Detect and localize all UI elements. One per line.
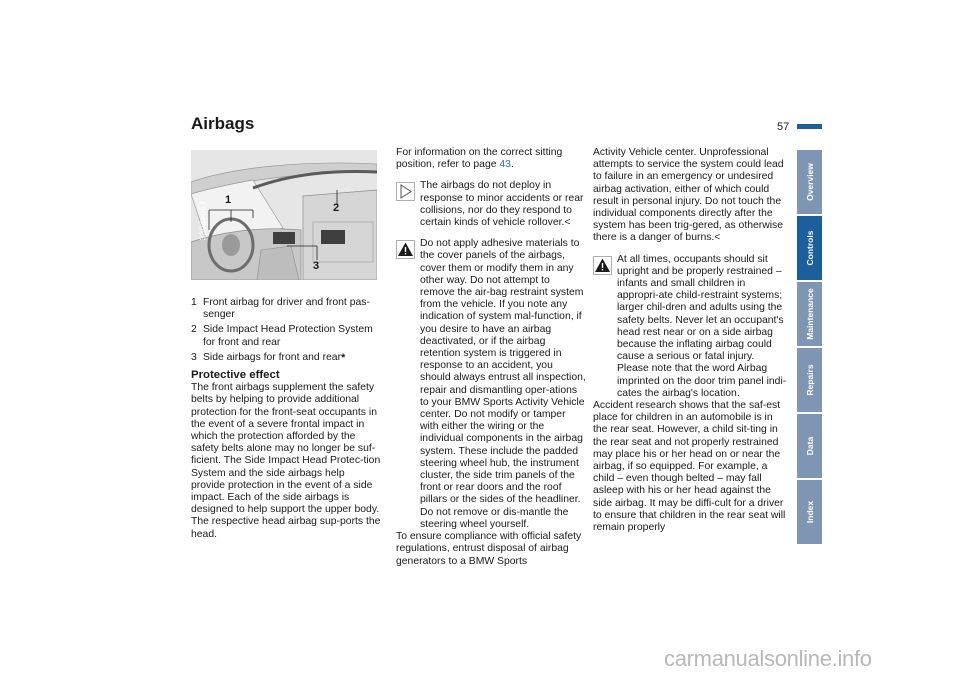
legend-text-wrap [203, 352, 345, 364]
callout-1: 1 [225, 194, 232, 206]
tab-maintenance[interactable] [797, 282, 822, 346]
tab-label: Data [804, 436, 815, 456]
legend-item [191, 352, 381, 364]
option-mark: * [341, 351, 346, 364]
warning-text-continued: To ensure compliance with official safety regulations, entrust disposal of airbag generators to a BMW Sports [396, 531, 582, 567]
tab-label: Controls [804, 230, 815, 266]
sitting-position-text [396, 147, 586, 171]
legend-text: Side airbags for front and rear [203, 351, 342, 363]
tab-label: Repairs [804, 364, 815, 396]
callout-2: 2 [333, 202, 340, 214]
legend-number: 2 [191, 324, 197, 336]
figure-code: 330de053 [198, 200, 208, 241]
column-left [191, 297, 381, 541]
tab-label: Overview [804, 163, 815, 201]
legend-item [191, 297, 381, 321]
callout-3: 3 [313, 260, 320, 272]
tab-data[interactable] [797, 414, 822, 478]
legend-number: 1 [191, 297, 197, 308]
page-accent-bar [797, 124, 822, 129]
page-title: Airbags [191, 114, 255, 133]
intro-end: . [510, 159, 514, 171]
watermark: carmanualsonline.info [664, 646, 872, 671]
section-heading: Protective effect [191, 369, 280, 382]
note-block [396, 180, 586, 229]
airbag-illustration [191, 150, 377, 280]
intro-text: For information on the correct sitting position, refer to page [396, 147, 563, 171]
legend-text: Side Impact Head Protection System for front and rear [203, 324, 373, 348]
tab-controls[interactable] [797, 216, 822, 280]
warning-block [396, 238, 586, 531]
figure-legend [191, 297, 381, 364]
tab-overview[interactable] [797, 150, 822, 214]
tab-label: Maintenance [804, 288, 815, 340]
tab-index[interactable] [797, 480, 822, 544]
note-triangle-icon [396, 182, 415, 201]
legend-number: 3 [191, 351, 197, 363]
section-tabs [797, 150, 822, 546]
warning-text-continued: Accident research shows that the saf-est place for children in an automobile is in the rear seat. However, a child sit-ting in the rear seat and not properly restrained may place his or her head on or near the airbag, if so equipped. For example, a child – even though belted – may fall asleep with his or her head against the side airbag. It may be diffi-cult for a driver to ensure that children in the rear seat will remain properly [593, 400, 786, 534]
page-reference-link[interactable]: 43 [499, 159, 511, 171]
tab-label: Index [804, 500, 815, 524]
legend-text: Front airbag for driver and front pas-senger [203, 297, 370, 321]
column-right [593, 147, 788, 534]
tab-repairs[interactable] [797, 348, 822, 412]
legend-item [191, 324, 381, 348]
warning-continuation: Activity Vehicle center. Unprofessional attempts to service the system could lead to failure in an emergency or undesired airbag activation, either of which could result in personal injury. Do not touch the individual components directly after the system has been trig-gered, as otherwise there is a danger of burns.< [593, 147, 784, 244]
warning-triangle-icon [396, 240, 415, 259]
warning-text: Do not apply adhesive materials to the cover panels of the airbags, cover them or modify them in any other way. Do not attempt to remove the air-bag restraint system from the vehicle. If you note any indication of system mal-function, if you desire to have an airbag deactivated, or if the airbag retention system is triggered in response to an accident, you should always entrust all inspection, repair and dismantling oper-ations to your BMW Sports Activity Vehicle center. Do not modify or tamper with either the wiring or the individual components in the airbag system. These include the padded steering wheel hub, the instrument cluster, the side trim panels of the front or rear doors and the roof pillars or the sides of the headliner. Do not remove or dis-mantle the steering wheel yourself. [420, 238, 586, 530]
column-middle [396, 147, 586, 568]
page-number: 57 [777, 121, 790, 133]
warning-text: At all times, occupants should sit upright and be properly restrained – infants and small children in appropri-ate child-restraint systems; larger chil-dren and adults using the safety belts. Never let an occupant's head rest near or on a side airbag because the inflating airbag could cause a serious or fatal injury. Please note that the word Airbag imprinted on the door trim panel indi-cates the airbag's location. [617, 253, 787, 399]
warning-block [593, 254, 788, 400]
warning-triangle-icon [593, 256, 612, 275]
section-paragraph: The front airbags supplement the safety belts by helping to provide additional protection for the front-seat occupants in the event of a severe frontal impact in which the protection afforded by the safety belts alone may no longer be suf-ficient. The Side Impact Head Protec-tion System and the side airbags help provide protection in the event of a side impact. Each of the side airbags is designed to help support the upper body. The respective head airbag sup-ports the head. [191, 382, 381, 540]
note-text: The airbags do not deploy in response to minor accidents or rear collisions, nor do they respond to certain kinds of vehicle rollover.< [420, 180, 584, 229]
